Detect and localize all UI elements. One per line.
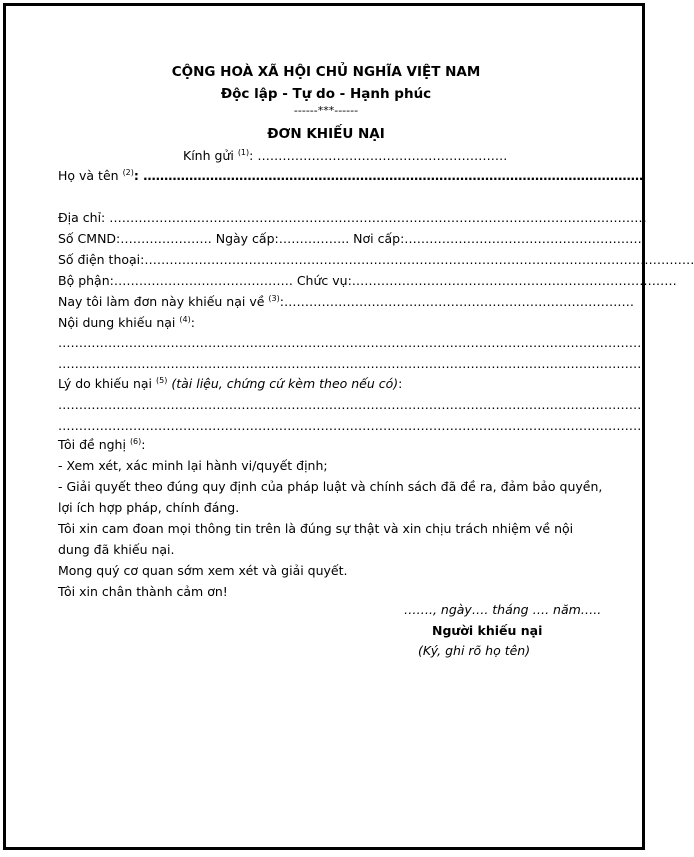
position-label: Chức vụ:: [296, 273, 352, 288]
recipient-line: Kính gửi $^{(1)}$: ……………………………………………………: [183, 148, 508, 163]
complaint-subject-line: Nay tôi làm đơn này khiếu nại về $^{(3)}$:…………………………………………………………………………: [58, 294, 634, 309]
request-line: Tôi đề nghị $^{(6)}$:: [58, 437, 146, 452]
note-2: (2): [122, 168, 134, 177]
form-title: ĐƠN KHIẾU NẠI: [267, 126, 385, 142]
body-line: Mong quý cơ quan sớm xem xét và giải quyết.: [58, 563, 348, 578]
reason-label: Lý do khiếu nại: [58, 376, 153, 391]
note-4: (4): [179, 315, 191, 324]
reason-field-1[interactable]: ……………………………………………………………………………………………………………………………: [58, 397, 646, 412]
department-line: [58, 273, 677, 288]
complaint-content-field-2[interactable]: ……………………………………………………………………………………………………………………………: [58, 356, 646, 371]
issue-date-field[interactable]: ……………..: [278, 231, 350, 246]
complaint-subject-label: Nay tôi làm đơn này khiếu nại về: [58, 294, 265, 309]
body-line: Tôi xin chân thành cảm ơn!: [58, 584, 228, 599]
complaint-content-field-1[interactable]: ……………………………………………………………………………………………………………………………: [58, 335, 646, 350]
full-name-line: Họ và tên $^{(2)}$: …………………………………………………………………………………………………………: [58, 168, 644, 183]
note-1: (1): [237, 148, 250, 157]
body-line: Tôi xin cam đoan mọi thông tin trên là đúng sự thật và xin chịu trách nhiệm về nội: [58, 521, 574, 536]
phone-line: [58, 252, 694, 267]
body-line: dung đã khiếu nại.: [58, 542, 175, 557]
recipient-field[interactable]: ……………………………………………………: [257, 148, 508, 163]
date-line: ……., ngày…. tháng …. năm…..: [404, 602, 602, 617]
body-line: - Xem xét, xác minh lại hành vi/quyết định;: [58, 458, 328, 473]
note-6: (6): [129, 437, 142, 446]
issue-place-label: Nơi cấp:: [353, 231, 405, 246]
reason-field-2[interactable]: ……………………………………………………………………………………………………………………………: [58, 418, 646, 433]
position-field[interactable]: ……………………………………………………………………: [351, 273, 677, 288]
motto: Độc lập - Tự do - Hạnh phúc: [220, 86, 432, 102]
address-line: [58, 210, 647, 225]
complaint-content-label: Nội dung khiếu nại: [58, 315, 176, 330]
recipient-label: Kính gửi: [183, 148, 234, 163]
issue-place-field[interactable]: …………………………………………………: [404, 231, 642, 246]
phone-label: Số điện thoại:: [58, 252, 145, 267]
reason-line: Lý do khiếu nại $^{(5)}$ (tài liệu, chứng cứ kèm theo nếu có):: [58, 376, 403, 391]
address-field[interactable]: …………………………………………………………………………………………………………………: [109, 210, 647, 225]
note-5: (5): [156, 376, 168, 385]
phone-field[interactable]: ……………………………………………………………………………………………………………………: [144, 252, 694, 267]
issue-date-label: Ngày cấp:: [215, 231, 279, 246]
reason-evidence-note: (tài liệu, chứng cứ kèm theo nếu có): [171, 376, 399, 391]
id-number-label: Số CMND:: [58, 231, 121, 246]
department-field[interactable]: …………………………………….: [113, 273, 293, 288]
body-line: - Giải quyết theo đúng quy định của pháp luật và chính sách đã đề ra, đảm bảo quyền,: [58, 479, 603, 494]
department-label: Bộ phận:: [58, 273, 114, 288]
signer-title: Người khiếu nại: [432, 623, 543, 638]
body-line: lợi ích hợp pháp, chính đáng.: [58, 500, 240, 515]
full-name-label: Họ và tên: [58, 168, 119, 183]
separator: ------***------: [293, 104, 359, 117]
id-line: [58, 231, 642, 246]
note-3: (3): [268, 294, 280, 303]
complaint-subject-field[interactable]: …………………………………………………………………………: [283, 294, 634, 309]
request-label: Tôi đề nghị: [58, 437, 126, 452]
complaint-content-line: Nội dung khiếu nại $^{(4)}$:: [58, 315, 195, 330]
id-number-field[interactable]: ………………….: [120, 231, 212, 246]
nation-heading: CỘNG HOÀ XÃ HỘI CHỦ NGHĨA VIỆT NAM: [171, 64, 481, 80]
address-label: Địa chỉ:: [58, 210, 106, 225]
signature-instruction: (Ký, ghi rõ họ tên): [418, 643, 531, 658]
